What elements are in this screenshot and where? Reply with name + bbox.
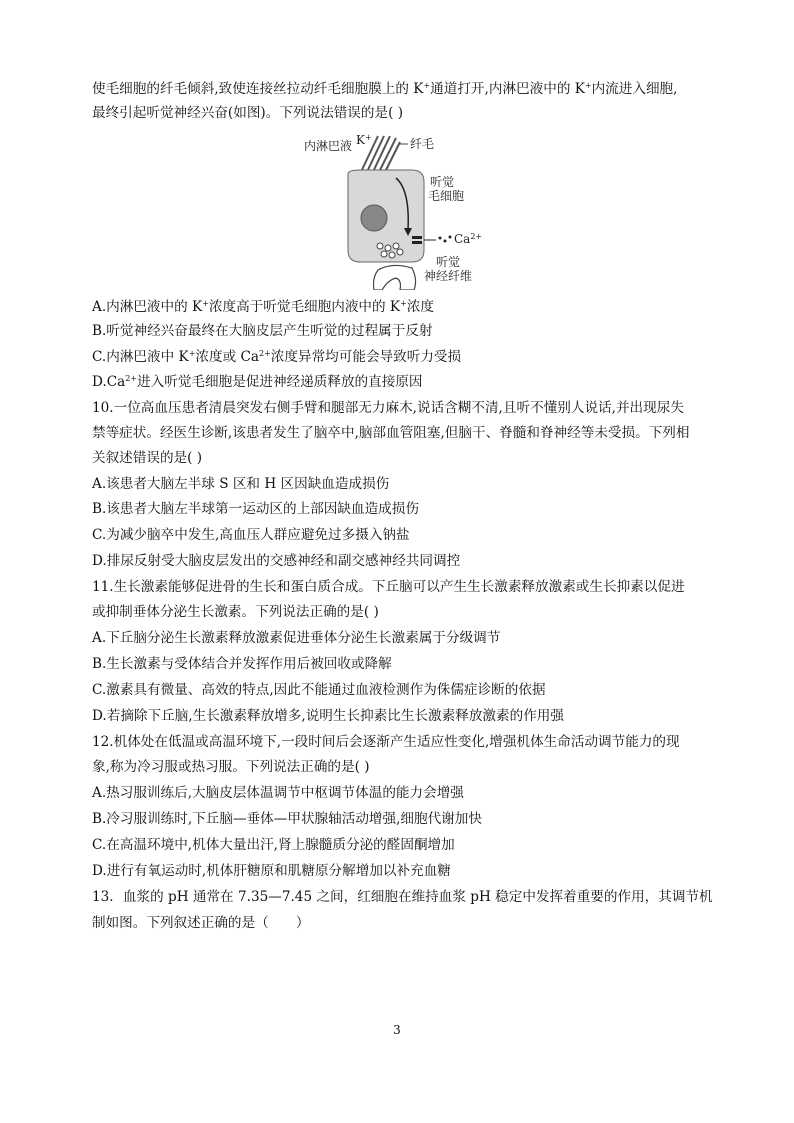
q12-option-a: A.热习服训练后,大脑皮层体温调节中枢调节体温的能力会增强 — [92, 785, 464, 801]
q11-stem-2: 或抑制垂体分泌生长激素。下列说法正确的是( ) — [92, 604, 379, 620]
intro-line-1 — [92, 80, 704, 98]
nucleus — [361, 205, 387, 231]
intro-line-2: 最终引起听觉神经兴奋(如图)。下列说法错误的是( ) — [92, 105, 404, 121]
label-haircell-2: 毛细胞 — [428, 189, 465, 203]
label-k: K+ — [356, 133, 372, 147]
q10-option-d: D.排尿反射受大脑皮层发出的交感神经和副交感神经共同调控 — [92, 553, 461, 569]
q12-option-b: B.冷习服训练时,下丘脑—垂体—甲状腺轴活动增强,细胞代谢加快 — [92, 811, 482, 827]
intro-text-a: 使毛细胞的纤毛倾斜,致使连接丝拉动纤毛细胞膜上的 K — [92, 81, 424, 97]
q10-option-c: C.为减少脑卒中发生,高血压人群应避免过多摄入钠盐 — [92, 527, 410, 543]
q10-stem-1: 10.一位高血压患者清晨突发右侧手臂和腿部无力麻木,说话含糊不清,且听不懂别人说话,并出现尿失 — [92, 400, 684, 416]
q12-option-d: D.进行有氧运动时,机体肝糖原和肌糖原分解增加以补充血糖 — [92, 863, 451, 879]
label-ca: $Ca^{2+}$ — [454, 232, 483, 246]
q9-option-b: B.听觉神经兴奋最终在大脑皮层产生听觉的过程属于反射 — [92, 323, 433, 339]
superscript: + — [584, 81, 592, 90]
intro-text-b: 通道打开,内淋巴液中的 K — [430, 81, 585, 97]
q12-stem-2: 象,称为冷习服或热习服。下列说法正确的是( ) — [92, 759, 370, 775]
label-cilia: 纤毛 — [410, 137, 435, 151]
label-haircell-1: 听觉 — [430, 175, 455, 189]
q9-option-a: A.内淋巴液中的 K+浓度高于听觉毛细胞内液中的 K+浓度 — [92, 299, 434, 315]
page-number: 3 — [393, 1023, 401, 1037]
q13-stem-1: 13．血浆的 pH 通常在 7.35—7.45 之间，红细胞在维持血浆 pH 稳定中发挥着重要的作用，其调节机 — [92, 889, 713, 905]
nerve-fiber — [374, 265, 416, 290]
q13-stem-2: 制如图。下列叙述正确的是（ ） — [92, 915, 310, 931]
q11-option-d: D.若摘除下丘脑,生长激素释放增多,说明生长抑素比生长激素释放激素的作用强 — [92, 708, 564, 724]
q12-option-c: C.在高温环境中,机体大量出汗,肾上腺髓质分泌的醛固酮增加 — [92, 837, 455, 853]
q9-option-c: C.内淋巴液中 K+浓度或 $Ca^{2+}$浓度异常均可能会导致听力受损 — [92, 349, 462, 365]
intro-text-c: 内流进入细胞, — [591, 81, 678, 97]
superscript: + — [423, 81, 431, 90]
q10-stem-3: 关叙述错误的是( ) — [92, 450, 203, 466]
q10-option-a: A.该患者大脑左半球 S 区和 H 区因缺血造成损伤 — [92, 476, 390, 492]
hair-cell-figure — [300, 130, 490, 290]
q11-option-a: A.下丘脑分泌生长激素释放激素促进垂体分泌生长激素属于分级调节 — [92, 630, 501, 646]
label-nerve-2: 神经纤维 — [424, 269, 473, 283]
label-nerve-1: 听觉 — [436, 255, 461, 269]
q9-option-d: $D.Ca^{2+}$进入听觉毛细胞是促进神经递质释放的直接原因 — [92, 374, 423, 390]
q10-option-b: B.该患者大脑左半球第一运动区的上部因缺血造成损伤 — [92, 501, 419, 517]
q12-stem-1: 12.机体处在低温或高温环境下,一段时间后会逐渐产生适应性变化,增强机体生命活动调节能力的现 — [92, 734, 680, 750]
q10-stem-2: 禁等症状。经医生诊断,该患者发生了脑卒中,脑部血管阻塞,但脑干、脊髓和脊神经等未受损。下列相 — [92, 425, 690, 441]
q11-option-c: C.激素具有微量、高效的特点,因此不能通过血液检测作为侏儒症诊断的依据 — [92, 682, 546, 698]
q11-stem-1: 11.生长激素能够促进骨的生长和蛋白质合成。下丘脑可以产生生长激素释放激素或生长抑素以促进 — [92, 579, 685, 595]
label-endolymph: 内淋巴液 — [304, 139, 353, 153]
q11-option-b: B.生长激素与受体结合并发挥作用后被回收或降解 — [92, 656, 392, 672]
